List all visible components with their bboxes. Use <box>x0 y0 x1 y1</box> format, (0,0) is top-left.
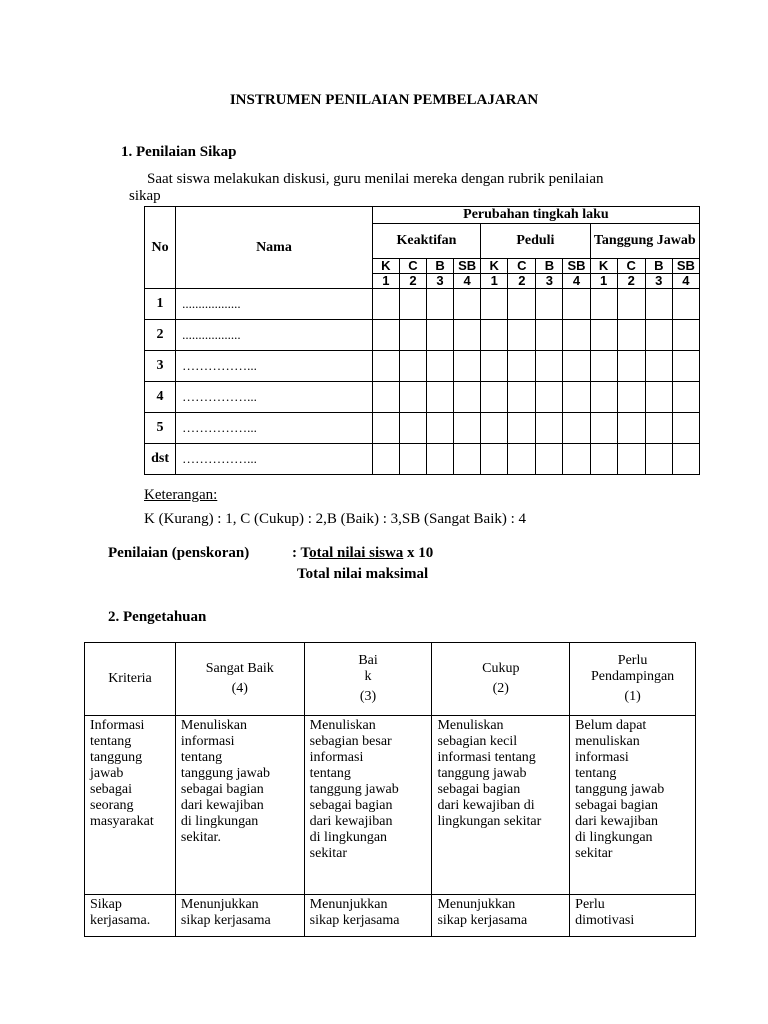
level-score-cell: 4 <box>563 274 590 289</box>
formula-numerator: otal nilai siswa <box>309 545 404 561</box>
score-input-cell <box>563 289 590 320</box>
score-input-cell <box>617 413 645 444</box>
level-code-cell: C <box>508 259 536 274</box>
row-number: 5 <box>145 413 176 444</box>
level-code-cell: SB <box>454 259 481 274</box>
rubric-header-score: (4) <box>231 681 248 696</box>
score-input-cell <box>454 413 481 444</box>
keterangan-text: K (Kurang) : 1, C (Cukup) : 2,B (Baik) : 3,SB (Sangat Baik) : 4 <box>144 511 527 527</box>
score-input-cell <box>590 320 617 351</box>
rubric-header-label: Cukup <box>482 661 520 676</box>
score-input-cell <box>372 351 399 382</box>
score-input-cell <box>427 444 454 475</box>
rubric-header-cell <box>432 643 570 716</box>
score-input-cell <box>372 444 399 475</box>
score-input-cell <box>536 382 563 413</box>
level-score-cell: 1 <box>372 274 399 289</box>
table-row <box>85 716 696 895</box>
level-score-cell: 2 <box>508 274 536 289</box>
score-input-cell <box>672 289 699 320</box>
section-heading-sikap: 1. Penilaian Sikap <box>121 144 237 160</box>
level-code-cell: SB <box>563 259 590 274</box>
score-input-cell <box>645 444 672 475</box>
section-paragraph-line1: Saat siswa melakukan diskusi, guru menilai mereka dengan rubrik penilaian <box>147 171 604 187</box>
score-input-cell <box>481 320 508 351</box>
table-row <box>145 351 700 382</box>
score-input-cell <box>399 320 426 351</box>
level-score-cell: 1 <box>481 274 508 289</box>
score-input-cell <box>617 320 645 351</box>
score-input-cell <box>645 289 672 320</box>
rubric-header-label: Bai k <box>358 653 378 684</box>
row-name-placeholder: ……………... <box>176 444 373 475</box>
rubric-description-cell: Belum dapat menuliskan informasi tentang tanggung jawab sebagai bagian dari kewajiban di lingkungan sekitar <box>570 716 696 895</box>
table-row <box>145 289 700 320</box>
score-input-cell <box>672 351 699 382</box>
score-input-cell <box>617 289 645 320</box>
score-input-cell <box>481 413 508 444</box>
score-input-cell <box>590 413 617 444</box>
level-code-cell: K <box>481 259 508 274</box>
level-score-cell: 3 <box>645 274 672 289</box>
score-input-cell <box>427 413 454 444</box>
score-input-cell <box>454 320 481 351</box>
level-code-cell: C <box>399 259 426 274</box>
rubric-header-score: (2) <box>492 681 509 696</box>
score-input-cell <box>372 289 399 320</box>
rubric-header-label: Perlu Pendampingan <box>590 653 675 684</box>
score-input-cell <box>536 444 563 475</box>
table-header-no: No <box>145 207 176 289</box>
score-input-cell <box>590 444 617 475</box>
pengetahuan-table <box>84 642 696 937</box>
score-input-cell <box>454 444 481 475</box>
score-input-cell <box>536 413 563 444</box>
table-row <box>145 413 700 444</box>
score-input-cell <box>399 444 426 475</box>
row-number: 2 <box>145 320 176 351</box>
level-score-cell: 3 <box>536 274 563 289</box>
rubric-header-label: Kriteria <box>108 671 152 686</box>
document-title: INSTRUMEN PENILAIAN PEMBELAJARAN <box>229 92 539 108</box>
row-name-placeholder: ……………... <box>176 413 373 444</box>
group-header-tanggung-jawab: Tanggung Jawab <box>590 224 699 259</box>
level-code-cell: C <box>617 259 645 274</box>
keterangan-label: Keterangan: <box>144 487 218 503</box>
score-input-cell <box>372 382 399 413</box>
formula-denominator: Total nilai maksimal <box>297 566 429 582</box>
score-input-cell <box>481 382 508 413</box>
score-input-cell <box>508 351 536 382</box>
rubric-description-cell: Menunjukkan sikap kerjasama <box>304 895 432 937</box>
rubric-header-label: Sangat Baik <box>205 661 274 676</box>
rubric-header-score: (1) <box>624 689 641 704</box>
row-number: 4 <box>145 382 176 413</box>
level-code-cell: SB <box>672 259 699 274</box>
level-score-cell: 2 <box>617 274 645 289</box>
section-paragraph-line2: sikap <box>129 188 161 204</box>
row-number: dst <box>145 444 176 475</box>
row-name-placeholder: ……………... <box>176 382 373 413</box>
score-input-cell <box>399 289 426 320</box>
score-input-cell <box>481 444 508 475</box>
score-input-cell <box>672 413 699 444</box>
level-code-cell: B <box>645 259 672 274</box>
score-input-cell <box>645 413 672 444</box>
row-number: 1 <box>145 289 176 320</box>
score-input-cell <box>672 320 699 351</box>
score-input-cell <box>508 413 536 444</box>
rubric-description-cell: Menunjukkan sikap kerjasama <box>432 895 570 937</box>
score-input-cell <box>645 320 672 351</box>
score-input-cell <box>481 289 508 320</box>
score-input-cell <box>454 351 481 382</box>
penilaian-label: Penilaian (penskoran) <box>108 545 250 561</box>
level-score-cell: 1 <box>590 274 617 289</box>
rubric-header-cell <box>85 643 176 716</box>
score-input-cell <box>372 413 399 444</box>
formula-multiplier: x 10 <box>403 545 434 561</box>
level-code-cell: B <box>536 259 563 274</box>
score-input-cell <box>399 413 426 444</box>
score-input-cell <box>617 351 645 382</box>
rubric-header-cell <box>304 643 432 716</box>
formula-colon: : T <box>292 545 310 561</box>
score-input-cell <box>427 382 454 413</box>
score-input-cell <box>508 382 536 413</box>
rubric-header-cell <box>175 643 304 716</box>
level-score-cell: 4 <box>454 274 481 289</box>
rubric-header-cell <box>570 643 696 716</box>
penilaian-formula <box>292 545 433 562</box>
score-input-cell <box>590 289 617 320</box>
score-input-cell <box>563 382 590 413</box>
score-input-cell <box>508 289 536 320</box>
rubric-criteria-cell: Informasi tentang tanggung jawab sebagai seorang masyarakat <box>85 716 176 895</box>
score-input-cell <box>454 382 481 413</box>
table-header-perubahan: Perubahan tingkah laku <box>372 207 699 224</box>
rubric-description-cell: Perlu dimotivasi <box>570 895 696 937</box>
score-input-cell <box>563 320 590 351</box>
score-input-cell <box>672 444 699 475</box>
score-input-cell <box>536 320 563 351</box>
section-heading-pengetahuan: 2. Pengetahuan <box>108 609 207 625</box>
score-input-cell <box>590 351 617 382</box>
score-input-cell <box>536 289 563 320</box>
level-score-cell: 2 <box>399 274 426 289</box>
table-row <box>85 895 696 937</box>
table-row <box>145 382 700 413</box>
score-input-cell <box>536 351 563 382</box>
rubric-criteria-cell: Sikap kerjasama. <box>85 895 176 937</box>
rubric-description-cell: Menuliskan sebagian kecil informasi tentang tanggung jawab sebagai bagian dari kewajiban di lingkungan sekitar <box>432 716 570 895</box>
group-header-keaktifan: Keaktifan <box>372 224 480 259</box>
rubric-description-cell: Menuliskan informasi tentang tanggung jawab sebagai bagian dari kewajiban di lingkungan sekitar. <box>175 716 304 895</box>
table-row <box>145 320 700 351</box>
score-input-cell <box>563 413 590 444</box>
table-header-nama: Nama <box>176 207 373 289</box>
level-code-cell: K <box>590 259 617 274</box>
score-input-cell <box>427 320 454 351</box>
table-row <box>145 444 700 475</box>
rubric-description-cell: Menuliskan sebagian besar informasi tentang tanggung jawab sebagai bagian dari kewajiban di lingkungan sekitar <box>304 716 432 895</box>
row-name-placeholder: .................. <box>176 320 373 351</box>
rubric-header-score: (3) <box>359 689 377 704</box>
level-code-cell: K <box>372 259 399 274</box>
level-score-cell: 4 <box>672 274 699 289</box>
score-input-cell <box>590 382 617 413</box>
score-input-cell <box>672 382 699 413</box>
score-input-cell <box>508 444 536 475</box>
score-input-cell <box>399 382 426 413</box>
score-input-cell <box>617 444 645 475</box>
score-input-cell <box>563 351 590 382</box>
score-input-cell <box>645 351 672 382</box>
score-input-cell <box>563 444 590 475</box>
level-score-cell: 3 <box>427 274 454 289</box>
level-code-cell: B <box>427 259 454 274</box>
score-input-cell <box>427 289 454 320</box>
row-name-placeholder: ……………... <box>176 351 373 382</box>
row-number: 3 <box>145 351 176 382</box>
score-input-cell <box>508 320 536 351</box>
score-input-cell <box>372 320 399 351</box>
score-input-cell <box>427 351 454 382</box>
score-input-cell <box>399 351 426 382</box>
score-input-cell <box>481 351 508 382</box>
rubric-description-cell: Menunjukkan sikap kerjasama <box>175 895 304 937</box>
score-input-cell <box>454 289 481 320</box>
row-name-placeholder: .................. <box>176 289 373 320</box>
score-input-cell <box>645 382 672 413</box>
sikap-table <box>144 206 700 475</box>
score-input-cell <box>617 382 645 413</box>
group-header-peduli: Peduli <box>481 224 590 259</box>
